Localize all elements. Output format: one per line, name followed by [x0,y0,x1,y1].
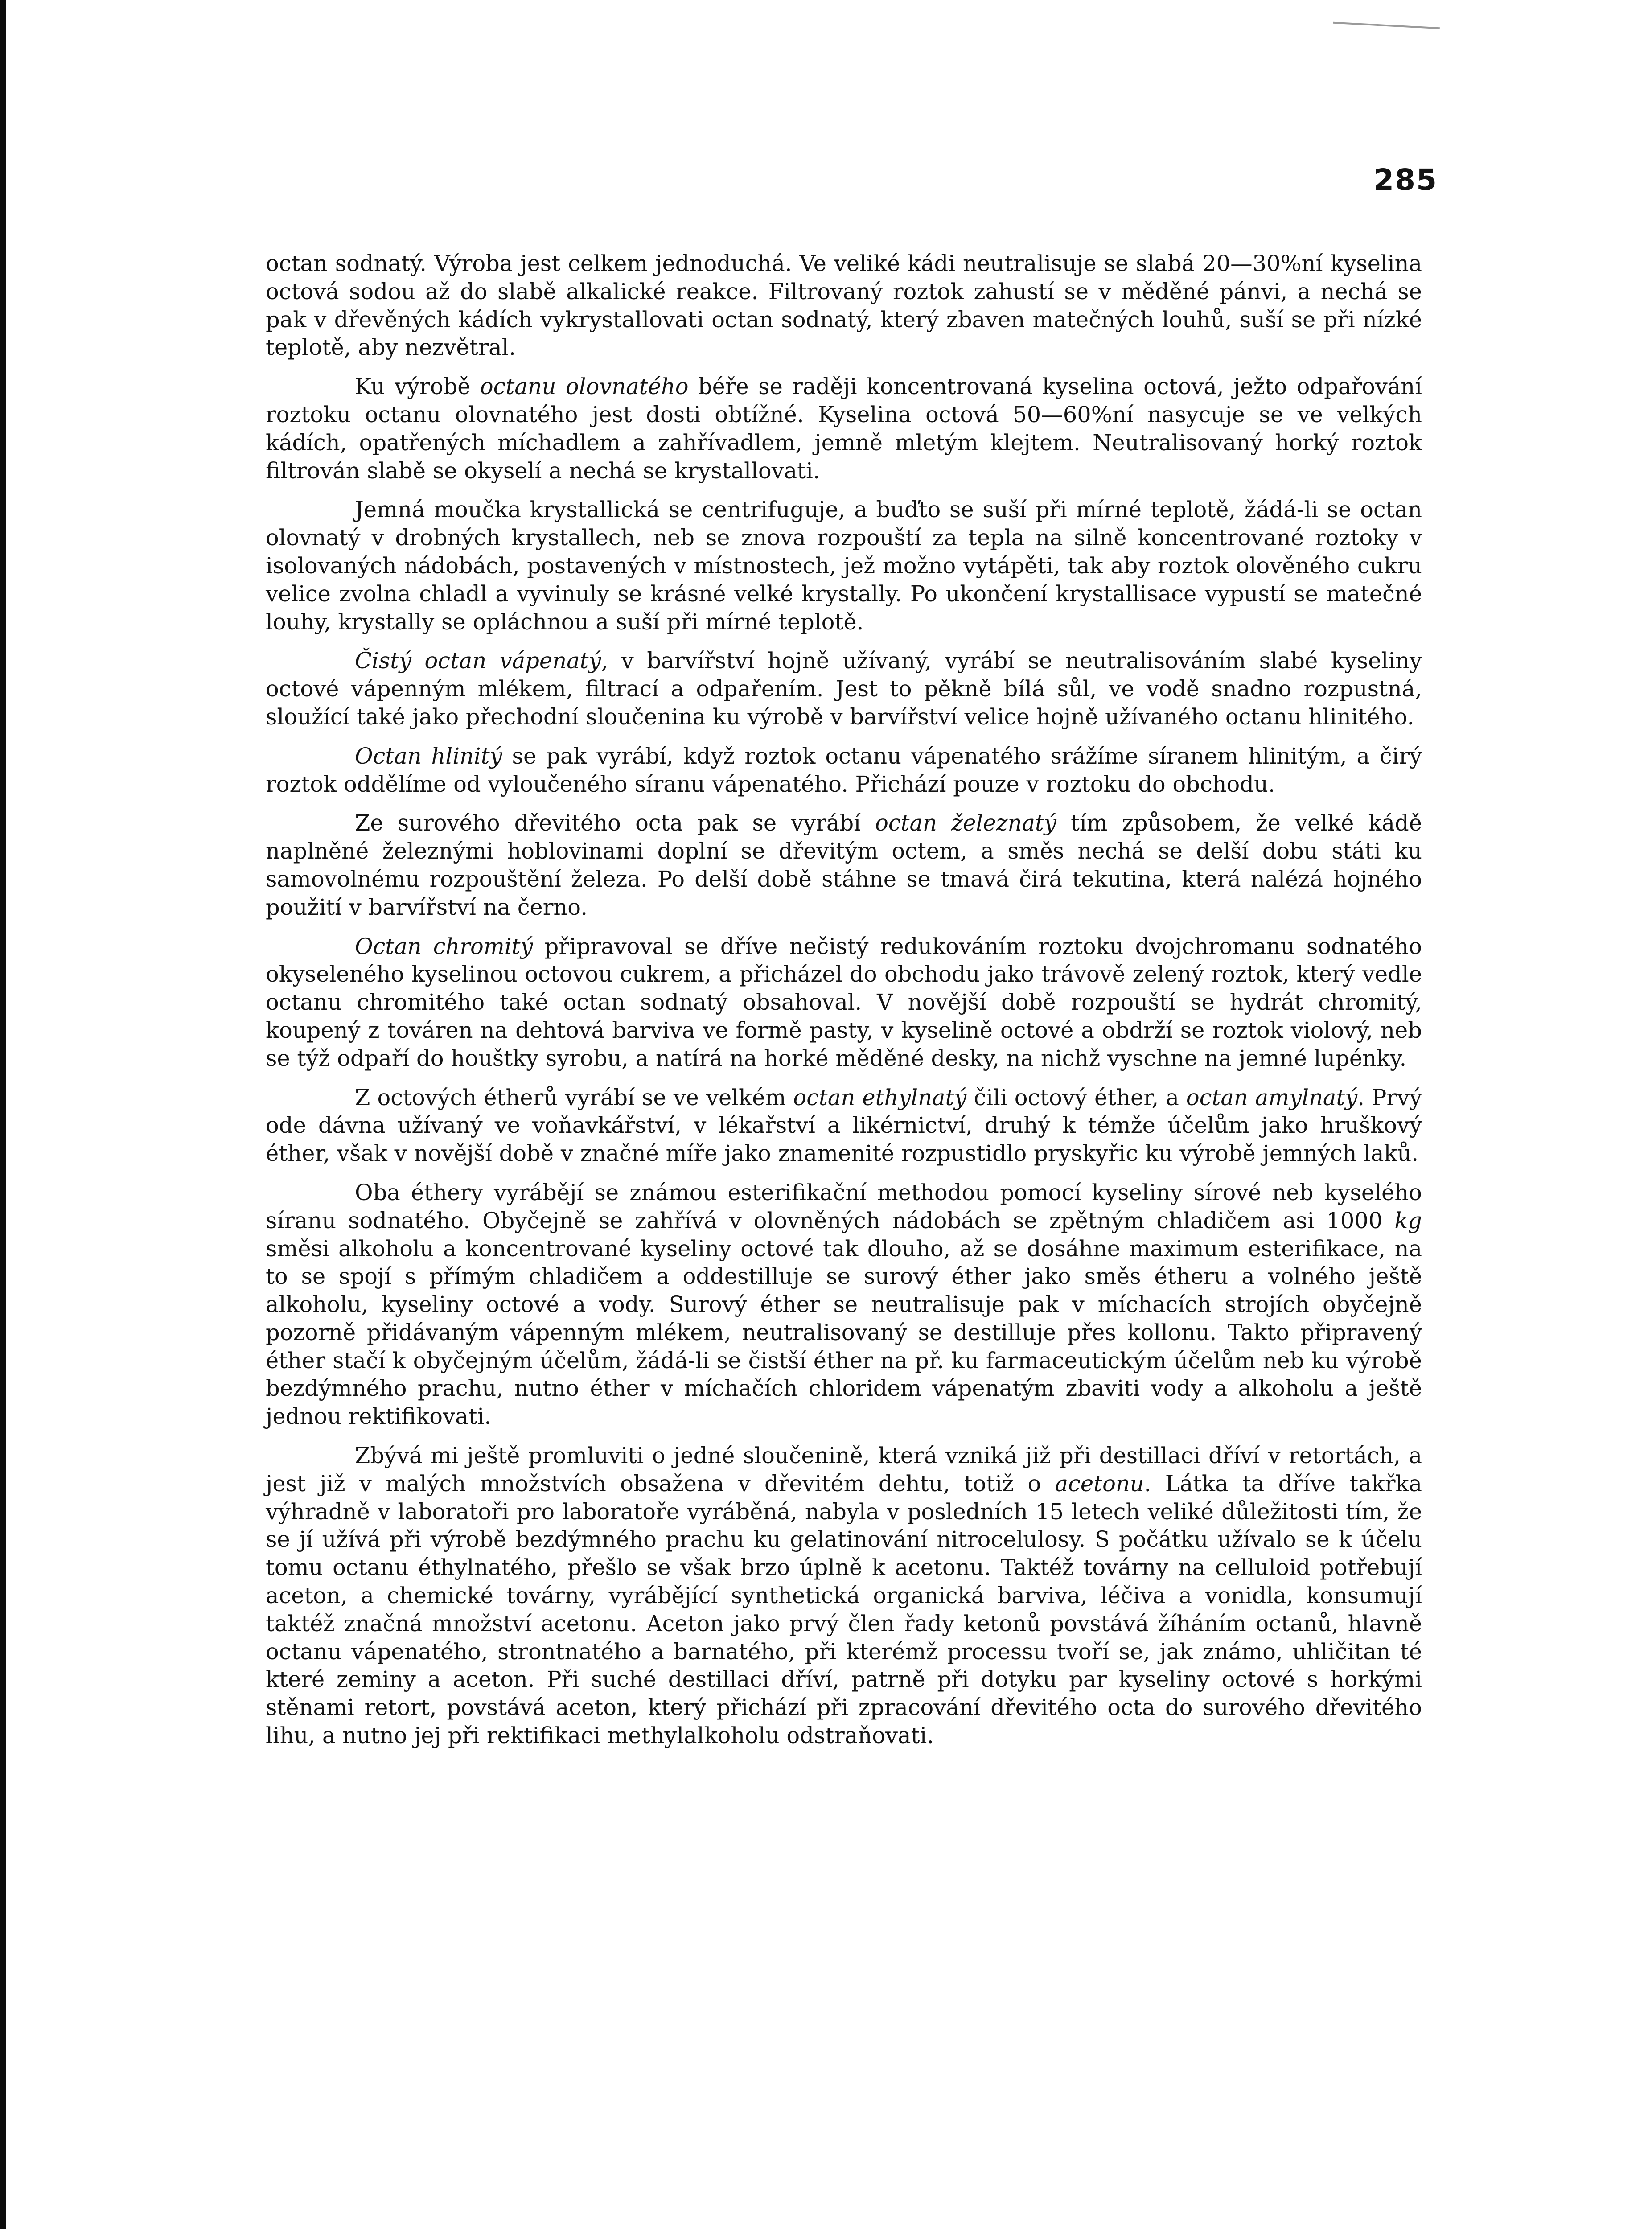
body-text [266,250,1422,1761]
paragraph [266,1179,1422,1431]
paragraph [266,647,1422,731]
text-segment: Oba éthery vyrábějí se známou esterifikační methodou pomocí kyseliny sírové neb kyselého síranu sodnatého. Obyčejně se zahřívá v olovněných nádobách se zpětným chladičem asi 1000 [266,1179,1422,1234]
text-segment: směsi alkoholu a koncentrované kyseliny octové tak dlouho, až se dosáhne maximum esterifikace, na to se spojí s přímým chladičem a oddestilluje se surový éther jako směs étheru a volného ještě alkoholu, kyseliny octové a vody. Surový éther se neutralisuje pak v míchacích strojích obyčejně pozorně přidávaným vápenným mlékem, neutralisovaný se destilluje přes kollonu. Takto připravený éther stačí k obyčejným účelům, žádá-li se čistší éther na př. ku farmaceutickým účelům neb ku výrobě bezdýmného prachu, nutno éther v míchačích chloridem vápenatým zbaviti vody a alkoholu a ještě jednou rektifikovati. [266,1235,1422,1430]
text-segment: Z octových étherů vyrábí se ve velkém [355,1084,793,1110]
chemical-term: octan ethylnatý [793,1084,967,1110]
chemical-term: Octan chromitý [355,933,533,959]
chemical-term: Octan hlinitý [355,743,502,769]
text-segment: , v barvířství hojně užívaný, vyrábí se neutralisováním slabé kyseliny octové vápenným mlékem, filtrací a odpařením. Jest to pěkně bílá sůl, ve vodě snadno rozpustná, sloužící také jako přechodní sloučenina ku výrobě v barvířství velice hojně užívaného octanu hlinitého. [266,648,1422,730]
text-segment: se pak vyrábí, když roztok octanu vápenatého srážíme síranem hlinitým, a čirý roztok oddělíme od vyloučeného síranu vápenatého. Přichází pouze v roztoku do obchodu. [266,743,1422,797]
chemical-term: acetonu [1055,1470,1144,1497]
text-segment: Zbývá mi ještě promluviti o jedné sloučenině, která vzniká již při destillaci dříví v retortách, a jest již v malých množstvích obsažena v dřevitém dehtu, totiž o [266,1443,1422,1497]
text-segment: čili octový éther, a [966,1084,1186,1110]
text-segment: Jemná moučka krystallická se centrifuguje, a buďto se suší při mírné teplotě, žádá-li se octan olovnatý v drobných krystallech, neb se znova rozpouští za tepla na silně koncentrované roztoky v isolovaných nádobách, postavených v místnostech, jež možno vytápěti, tak aby roztok olověného cukru velice zvolna chladl a vyvinuly se krásné velké krystally. Po ukončení krystallisace vypustí se matečné louhy, krystally se opláchnou a suší při mírné teplotě. [266,497,1422,635]
chemical-term: octan železnatý [875,810,1056,836]
paragraph [266,809,1422,921]
text-segment: . Látka ta dříve takřka výhradně v laboratoři pro laboratoře vyráběná, nabyla v posledních 15 letech veliké důležitosti tím, že se jí užívá při výrobě bezdýmného prachu ku gelatinování nitrocelulosy. S počátku užívalo se k účelu tomu octanu éthylnatého, přešlo se však brzo úplně k acetonu. Taktéž továrny na celluloid potřebují aceton, a chemické továrny, vyrábějící synthetická organická barviva, léčiva a vonidla, konsumují taktéž značná množství acetonu. Aceton jako prvý člen řady ketonů povstává žíháním octanů, hlavně octanu vápenatého, strontnatého a barnatého, při kterémž processu tvoří se, jak známo, uhličitan té které zeminy a aceton. Při suché destillaci dříví, patrně při dotyku par kyseliny octové s horkými stěnami retort, povstává aceton, který přichází při zpracování dřevitého octa do surového dřevitého lihu, a nutno jej při rektifikaci methylalkoholu odstraňovati. [266,1470,1422,1749]
chemical-term: octan amylnatý [1186,1084,1358,1110]
paragraph [266,933,1422,1073]
text-segment: Ku výrobě [355,374,480,400]
paragraph [266,373,1422,485]
chemical-term: octanu olovnatého [480,374,689,400]
text-segment: Ze surového dřevitého octa pak se vyrábí [355,810,875,836]
paragraph [266,742,1422,798]
text-segment: tím způsobem, že velké kádě naplněné železnými hoblovinami doplní se dřevitým octem, a směs nechá se delší dobu státi ku samovolnému rozpouštění železa. Po delší době stáhne se tmavá čirá tekutina, která nalézá hojného použití v barvířství na černo. [266,810,1422,920]
text-segment: octan sodnatý. Výroba jest celkem jednoduchá. Ve veliké kádi neutralisuje se slabá 20—30%ní kyselina octová sodou až do slabě alkalické reakce. Filtrovaný roztok zahustí se v měděné pánvi, a nechá se pak v dřevěných kádích vykrystallovati octan sodnatý, který zbaven matečných louhů, suší se při nízké teplotě, aby nezvětral. [266,251,1422,361]
scan-border [0,0,6,2229]
scan-mark [1333,22,1440,29]
paragraph [266,1084,1422,1168]
page-number: 285 [1373,163,1438,197]
paragraph [266,1442,1422,1750]
text-segment: . Prvý ode dávna užívaný ve voňavkářství, v lékařství a likérnictví, druhý k témže účelům jako hruškový éther, však v novější době v značné míře jako znamenité rozpustidlo pryskyřic ku výrobě jemných laků. [266,1084,1422,1167]
text-segment: béře se raději koncentrovaná kyselina octová, ježto odpařování roztoku octanu olovnatého jest dosti obtížné. Kyselina octová 50—60%ní nasycuje se ve velkých kádích, opatřených míchadlem a zahřívadlem, jemně mletým klejtem. Neutralisovaný horký roztok filtrován slabě se okyselí a nechá se krystallovati. [266,374,1422,484]
unit-term: kg [1394,1207,1422,1234]
paragraph [266,496,1422,636]
text-segment: připravoval se dříve nečistý redukováním roztoku dvojchromanu sodnatého okyseleného kyselinou octovou cukrem, a přicházel do obchodu jako trávově zelený roztok, který vedle octanu chromitého také octan sodnatý obsahoval. V novější době rozpouští se hydrát chromitý, koupený z továren na dehtová barviva ve formě pasty, v kyselině octové a obdrží se roztok violový, neb se týž odpaří do houštky syrobu, a natírá na horké měděné desky, na nichž vyschne na jemné lupénky. [266,933,1422,1071]
chemical-term: Čistý octan vápenatý [355,648,601,674]
paragraph [266,250,1422,362]
